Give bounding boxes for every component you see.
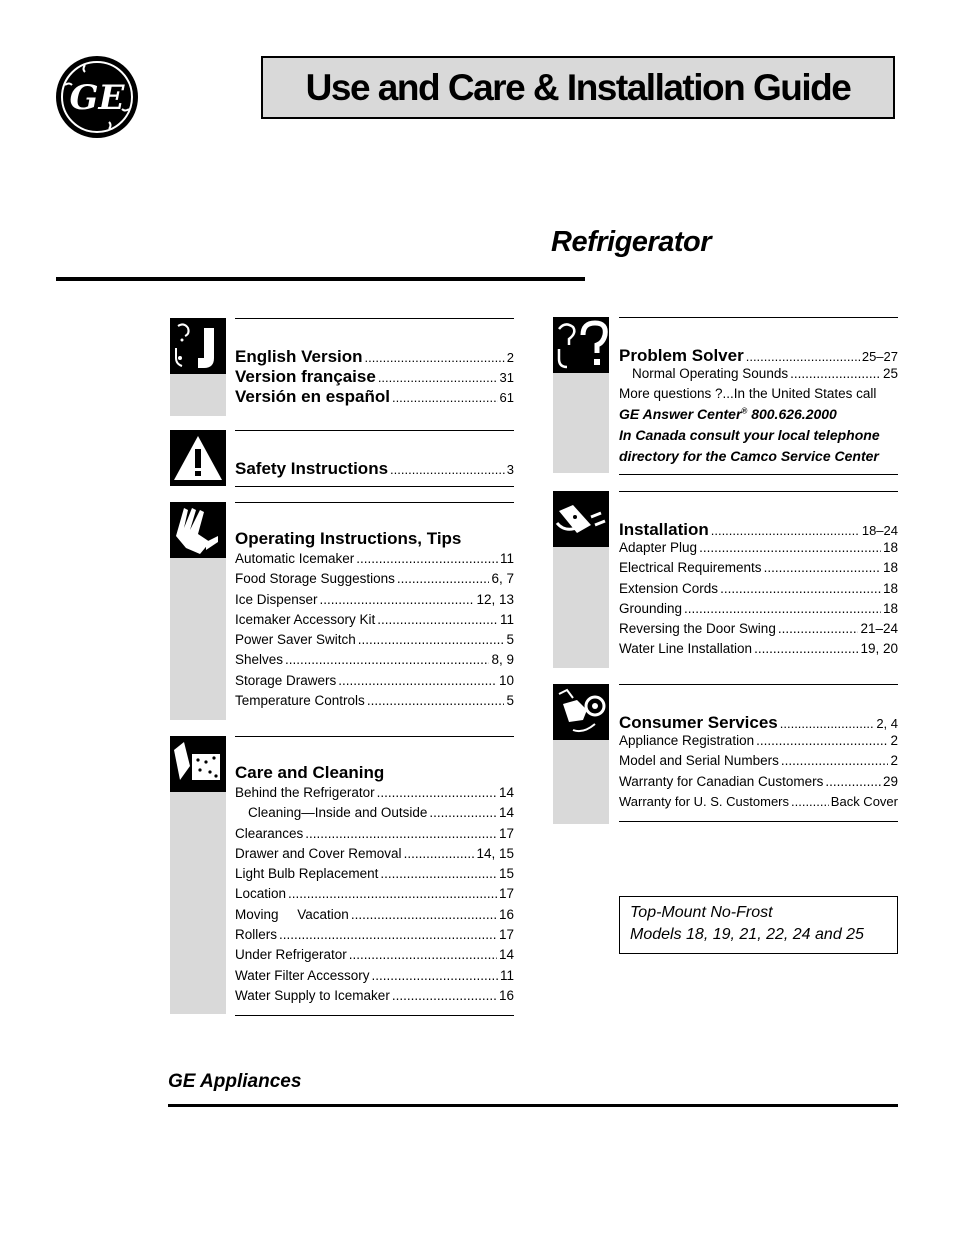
- toc-page: 16: [498, 906, 514, 922]
- toc-label: Grounding: [619, 600, 683, 616]
- toc-entry[interactable]: [235, 367, 514, 387]
- section-installation: [553, 491, 898, 669]
- toc-entry[interactable]: [235, 387, 514, 407]
- toc-label: Warranty for U. S. Customers: [619, 793, 789, 809]
- toc-page: 21–24: [860, 621, 898, 637]
- toc-label: Water Filter Accessory: [235, 967, 370, 983]
- more-questions-note: More questions ?...In the United States call: [619, 386, 877, 402]
- section-bar: [170, 374, 226, 416]
- toc-label: Version française: [235, 367, 376, 386]
- toc-label: Adapter Plug: [619, 540, 698, 555]
- model-line-1: Top-Mount No-Frost: [630, 904, 773, 921]
- toc-entry[interactable]: [235, 785, 514, 805]
- toc-entry[interactable]: [619, 540, 898, 560]
- toc-entry[interactable]: [235, 693, 514, 713]
- toc-entry[interactable]: [235, 927, 514, 947]
- toc-label: Reversing the Door Swing: [619, 621, 776, 637]
- toc-entry[interactable]: [619, 346, 898, 366]
- model-line-2: Models 18, 19, 21, 22, 24 and 25: [630, 926, 864, 943]
- toc-label: Clearances: [235, 825, 304, 841]
- toc-entry[interactable]: [235, 673, 514, 693]
- section-bar: [170, 792, 226, 1014]
- toc-page: 17: [498, 825, 514, 841]
- toc-label: English Version: [235, 347, 363, 366]
- section-rule: [235, 1015, 514, 1016]
- toc-entry[interactable]: [619, 713, 898, 733]
- toc-entry[interactable]: [235, 968, 514, 988]
- page-title: Use and Care & Installation Guide: [305, 66, 851, 108]
- toc-entry[interactable]: [235, 459, 514, 479]
- section-operating: [170, 502, 514, 720]
- product-subtitle: Refrigerator: [551, 226, 711, 258]
- toc-page: 14: [498, 805, 514, 821]
- logo-text: GE: [69, 78, 125, 118]
- toc-entry[interactable]: [619, 366, 898, 386]
- toc-page: 18–24: [861, 523, 898, 538]
- footer-rule: [168, 1104, 898, 1107]
- toc-label: Ice Dispenser: [235, 591, 318, 607]
- toc-page: 18: [882, 580, 898, 596]
- ge-logo: [55, 55, 139, 139]
- toc-page: 17: [498, 927, 514, 943]
- section-safety: [170, 430, 514, 490]
- toc-entry[interactable]: [235, 592, 514, 612]
- toc-label: Cleaning—Inside and Outside: [248, 805, 428, 821]
- toc-label: Food Storage Suggestions: [235, 571, 395, 587]
- toc-entry[interactable]: [235, 846, 514, 866]
- toc-label: Electrical Requirements: [619, 560, 762, 576]
- model-info-box: [619, 896, 898, 954]
- toc-page: 14, 15: [476, 845, 514, 861]
- toc-label: Automatic Icemaker: [235, 551, 355, 566]
- top-rule: [56, 277, 585, 281]
- toc-label: Water Supply to Icemaker: [235, 987, 390, 1003]
- toc-entry[interactable]: [235, 907, 514, 927]
- toc-entry[interactable]: [235, 632, 514, 652]
- toc-label: Moving Vacation: [235, 906, 349, 922]
- toc-label: Rollers: [235, 927, 278, 943]
- toc-page: 2: [506, 350, 514, 365]
- toc-page: Back Cover: [830, 793, 898, 809]
- toc-page: 18: [882, 540, 898, 555]
- section-versions: [170, 318, 514, 418]
- section-care: [170, 736, 514, 1018]
- toc-entry[interactable]: [619, 641, 898, 661]
- toc-label: Versión en español: [235, 387, 390, 406]
- toc-entry[interactable]: [619, 621, 898, 641]
- toc-entry[interactable]: [619, 733, 898, 753]
- toc-entry[interactable]: [235, 652, 514, 672]
- toc-label: Model and Serial Numbers: [619, 753, 779, 769]
- toc-entry[interactable]: [619, 560, 898, 580]
- toc-entry[interactable]: [235, 826, 514, 846]
- hand-touch-icon: [170, 502, 226, 558]
- toc-page: 11: [499, 611, 514, 627]
- toc-page: 16: [498, 987, 514, 1003]
- toc-page: 10: [498, 672, 514, 688]
- answer-center-label: GE Answer Center: [619, 406, 742, 423]
- toc-entry[interactable]: [235, 347, 514, 367]
- toc-page: 18: [882, 600, 898, 616]
- toc-label: Installation: [619, 520, 709, 539]
- toc-page: 11: [499, 967, 514, 983]
- toc-label: Behind the Refrigerator: [235, 785, 375, 800]
- toc-page: 14: [498, 785, 514, 800]
- section-rule: [619, 474, 898, 475]
- section-title: Care and Cleaning: [235, 763, 385, 782]
- toc-label: Appliance Registration: [619, 733, 755, 748]
- answer-center-phone[interactable]: 800.626.2000: [751, 406, 837, 423]
- toc-label: Drawer and Cover Removal: [235, 845, 402, 861]
- toc-label: Light Bulb Replacement: [235, 866, 379, 882]
- toc-label: Problem Solver: [619, 346, 744, 365]
- title-box: [261, 56, 895, 119]
- section-rule: [619, 821, 898, 822]
- toc-page: 14: [498, 947, 514, 963]
- toc-entry[interactable]: [619, 520, 898, 540]
- toc-page: 5: [506, 632, 514, 648]
- toc-entry[interactable]: [619, 794, 898, 814]
- toc-entry[interactable]: [235, 805, 514, 825]
- language-icon: [170, 318, 226, 374]
- answer-center-line: [619, 406, 898, 427]
- toc-entry[interactable]: [235, 551, 514, 571]
- plug-icon: [553, 491, 609, 547]
- section-consumer: [553, 684, 898, 824]
- section-bar: [553, 547, 609, 668]
- toc-page: 11: [499, 551, 514, 566]
- toc-page: 18: [882, 560, 898, 576]
- toc-label: Safety Instructions: [235, 459, 389, 478]
- toc-label: Icemaker Accessory Kit: [235, 611, 376, 627]
- toc-entry[interactable]: [235, 612, 514, 632]
- toc-page: 15: [498, 866, 514, 882]
- toc-label: Consumer Services: [619, 713, 778, 732]
- canada-note-line1: In Canada consult your local telephone: [619, 427, 880, 444]
- section-bar: [553, 740, 609, 824]
- toc-page: 25: [882, 366, 898, 381]
- toc-page: 2, 4: [876, 716, 898, 731]
- toc-page: 6, 7: [491, 571, 514, 587]
- toc-label: Under Refrigerator: [235, 947, 347, 963]
- toc-label: Temperature Controls: [235, 693, 365, 709]
- toc-page: 25–27: [861, 349, 898, 364]
- warning-icon: [170, 430, 226, 486]
- service-icon: [553, 684, 609, 740]
- toc-label: Normal Operating Sounds: [632, 366, 789, 381]
- sponge-icon: [170, 736, 226, 792]
- toc-entry[interactable]: [619, 774, 898, 794]
- toc-entry[interactable]: [235, 947, 514, 967]
- toc-entry[interactable]: [235, 988, 514, 1008]
- toc-label: Shelves: [235, 652, 284, 668]
- toc-label: Location: [235, 886, 287, 902]
- toc-page: 61: [499, 390, 514, 405]
- toc-entry[interactable]: [619, 601, 898, 621]
- toc-entry[interactable]: [235, 886, 514, 906]
- toc-entry[interactable]: [235, 866, 514, 886]
- toc-page: 2: [890, 753, 898, 769]
- toc-page: 8, 9: [491, 652, 514, 668]
- toc-page: 31: [499, 370, 514, 385]
- section-title: Operating Instructions, Tips: [235, 529, 462, 548]
- section-bar: [553, 373, 609, 473]
- toc-label: Extension Cords: [619, 580, 719, 596]
- toc-entry[interactable]: [619, 753, 898, 773]
- toc-label: Storage Drawers: [235, 672, 337, 688]
- toc-label: Power Saver Switch: [235, 632, 356, 648]
- section-rule: [235, 486, 514, 487]
- registered-mark: ®: [741, 406, 748, 416]
- footer-brand: GE Appliances: [168, 1071, 302, 1092]
- toc-page: 17: [498, 886, 514, 902]
- canada-note-line2: directory for the Camco Service Center: [619, 448, 879, 465]
- toc-page: 29: [882, 773, 898, 789]
- section-problem: [553, 317, 898, 477]
- toc-page: 3: [506, 462, 514, 477]
- toc-entry[interactable]: [619, 581, 898, 601]
- toc-label: Warranty for Canadian Customers: [619, 773, 824, 789]
- toc-page: 12, 13: [476, 591, 514, 607]
- toc-page: 19, 20: [860, 641, 898, 657]
- toc-label: Water Line Installation: [619, 641, 753, 657]
- toc-page: 2: [890, 733, 898, 748]
- question-icon: [553, 317, 609, 373]
- section-bar: [170, 558, 226, 720]
- toc-entry[interactable]: [235, 571, 514, 591]
- toc-page: 5: [506, 693, 514, 709]
